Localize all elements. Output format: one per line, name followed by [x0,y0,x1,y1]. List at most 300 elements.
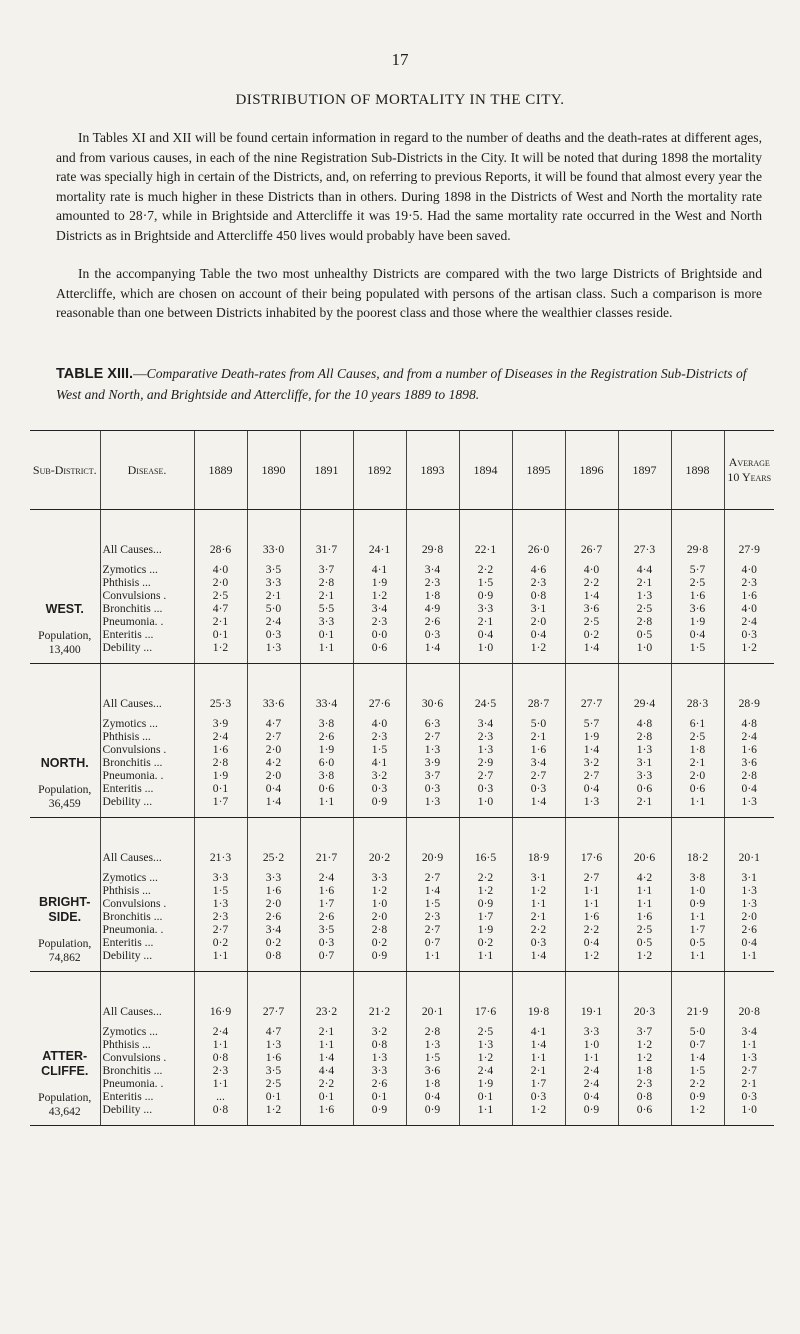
table-row [30,1038,774,1051]
disease-label: Debility ... [100,1103,194,1126]
disease-label: Debility ... [100,795,194,818]
death-rate-cell: 2·6 [353,1077,406,1090]
paragraph-1: In Tables XI and XII will be found certain information in regard to the number of deaths and the death-rates at different ages, and from various causes, in each of the nine Registration Sub-Districts in the City. It will be noted that during 1898 the mortality rate was specially high in certain of the Districts, and, on referring to previous Reports, it will be found that almost every year the mortality rate is much higher in these Districts than in others. During 1898 in the Districts of West and North the mortality rate amounted to 28·7, while in Brightside and Attercliffe it was 19·5. Had the same mortality rate occurred in the West and North Districts as in Brightside and Attercliffe 450 lives would probably have been saved. [56,130,762,243]
death-rate-cell: 2·1 [247,589,300,602]
death-rate-cell: 0·0 [353,628,406,641]
death-rate-cell: 4·4 [618,563,671,576]
death-rate-cell: 0·3 [512,936,565,949]
death-rate-cell: 1·4 [406,641,459,664]
death-rate-cell: 1·9 [194,769,247,782]
disease-label: All Causes... [100,664,194,718]
death-rate-cell: 28·6 [194,510,247,564]
death-rate-cell: 1·1 [512,897,565,910]
death-rate-cell: 5·0 [671,1025,724,1038]
death-rate-cell: 0·3 [406,782,459,795]
death-rate-cell: 2·3 [353,730,406,743]
death-rate-cell: 1·3 [353,1051,406,1064]
disease-label: Pneumonia. . [100,1077,194,1090]
death-rate-cell: 0·1 [353,1090,406,1103]
average-rate-cell: 2·1 [724,1077,774,1090]
death-rate-cell: 2·2 [512,923,565,936]
table-caption [56,364,762,404]
average-rate-cell: 1·1 [724,1038,774,1051]
death-rate-cell: 0·3 [406,628,459,641]
death-rate-cell: 3·9 [194,717,247,730]
district-population: 36,459 [48,797,81,810]
death-rate-cell: 2·3 [194,910,247,923]
death-rate-cell: 3·3 [247,871,300,884]
death-rate-cell: 3·4 [247,923,300,936]
death-rate-cell: 20·9 [406,818,459,872]
paragraph-2: In the accompanying Table the two most unhealthy Districts are compared with the two large Districts of Brightside and Attercliffe, which are chosen on account of their being populated with persons of the artisan class. Such a comparison is more reasonable than one between Districts inhabited by the poorest class and those where the wealthier classes reside. [56,266,762,321]
death-rate-cell: 2·3 [459,730,512,743]
death-rate-cell: 2·0 [353,910,406,923]
death-rate-cell: 19·8 [512,972,565,1026]
death-rate-cell: 1·4 [300,1051,353,1064]
death-rate-cell: 5·7 [565,717,618,730]
table-row [30,664,774,718]
death-rate-cell: 26·7 [565,510,618,564]
death-rate-cell: 26·0 [512,510,565,564]
death-rate-cell: 3·3 [618,769,671,782]
average-rate-cell: 28·9 [724,664,774,718]
header-year: 1889 [194,431,247,510]
death-rate-cell: 18·9 [512,818,565,872]
death-rate-cell: 0·7 [300,949,353,972]
death-rate-cell: 21·7 [300,818,353,872]
death-rate-cell: 1·2 [565,949,618,972]
district-population-label: Population, [38,937,92,950]
death-rate-cell: 1·3 [247,1038,300,1051]
disease-label: Convulsions . [100,743,194,756]
death-rate-cell: 1·8 [671,743,724,756]
death-rate-cell: 3·3 [565,1025,618,1038]
death-rate-cell: 0·2 [565,628,618,641]
disease-label: Convulsions . [100,589,194,602]
death-rate-cell: 2·5 [618,923,671,936]
death-rate-cell: 31·7 [300,510,353,564]
death-rate-cell: 3·6 [565,602,618,615]
disease-label: Enteritis ... [100,628,194,641]
death-rate-cell: 20·3 [618,972,671,1026]
death-rate-cell: 4·0 [565,563,618,576]
death-rate-cell: 0·1 [194,628,247,641]
table-row [30,795,774,818]
death-rate-cell: 2·2 [565,923,618,936]
death-rate-cell: 1·5 [459,576,512,589]
average-rate-cell: 2·0 [724,910,774,923]
death-rate-cell: 0·5 [618,936,671,949]
death-rate-cell: 1·4 [671,1051,724,1064]
district-name: ATTER-CLIFFE. [41,1049,89,1078]
death-rate-cell: 4·2 [618,871,671,884]
death-rate-cell: 3·4 [512,756,565,769]
death-rate-cell: 1·6 [300,884,353,897]
death-rate-cell: 2·3 [618,1077,671,1090]
death-rate-cell: 0·7 [406,936,459,949]
death-rate-cell: 6·3 [406,717,459,730]
death-rate-cell: 1·5 [671,1064,724,1077]
death-rate-cell: 3·1 [512,871,565,884]
death-rate-cell: 21·3 [194,818,247,872]
death-rate-cell: 1·4 [247,795,300,818]
disease-label: Convulsions . [100,897,194,910]
disease-label: Pneumonia. . [100,923,194,936]
death-rate-cell: 3·5 [300,923,353,936]
death-rate-cell: 0·9 [353,795,406,818]
death-rate-cell: 2·2 [459,871,512,884]
death-rate-cell: 3·3 [459,602,512,615]
header-year: 1895 [512,431,565,510]
table-row [30,782,774,795]
average-rate-cell: 1·1 [724,949,774,972]
district-population-label: Population, [38,783,92,796]
death-rate-cell: 1·6 [247,884,300,897]
average-rate-cell: 0·3 [724,1090,774,1103]
death-rate-cell: 0·1 [459,1090,512,1103]
death-rate-cell: 0·9 [353,1103,406,1126]
death-rate-cell: 2·4 [247,615,300,628]
average-rate-cell: 1·0 [724,1103,774,1126]
death-rate-cell: 1·2 [353,589,406,602]
death-rate-cell: 2·2 [300,1077,353,1090]
average-rate-cell: 1·3 [724,884,774,897]
disease-label: Debility ... [100,949,194,972]
death-rate-cell: 5·7 [671,563,724,576]
death-rate-cell: 2·4 [459,1064,512,1077]
district-cell-bright-side [30,818,100,972]
death-rate-cell: 4·1 [353,756,406,769]
disease-label: Zymotics ... [100,717,194,730]
death-rate-cell: 1·0 [459,795,512,818]
death-rate-cell: 17·6 [459,972,512,1026]
table-row [30,972,774,1026]
death-rate-cell: 18·2 [671,818,724,872]
header-year: 1890 [247,431,300,510]
table-row [30,576,774,589]
table-row [30,1051,774,1064]
table-row [30,1090,774,1103]
death-rate-cell: 1·1 [671,795,724,818]
death-rate-cell: 1·9 [459,923,512,936]
death-rate-cell: 5·0 [247,602,300,615]
death-rate-cell: 1·3 [406,795,459,818]
average-rate-cell: 2·4 [724,615,774,628]
average-rate-cell: 1·3 [724,795,774,818]
death-rate-cell: 2·4 [194,730,247,743]
death-rate-cell: 3·2 [353,1025,406,1038]
death-rate-cell: 2·5 [671,730,724,743]
death-rate-cell: 1·1 [618,897,671,910]
death-rate-cell: 27·7 [247,972,300,1026]
death-rate-cell: 0·9 [671,897,724,910]
death-rate-cell: 3·3 [353,871,406,884]
death-rate-cell: 2·0 [247,743,300,756]
district-cell-north [30,664,100,818]
death-rate-cell: 3·8 [671,871,724,884]
death-rate-cell: 1·6 [565,910,618,923]
death-rate-cell: 4·0 [194,563,247,576]
header-year: 1897 [618,431,671,510]
death-rate-cell: 2·5 [671,576,724,589]
death-rate-cell: 0·8 [512,589,565,602]
death-rate-cell: 2·7 [247,730,300,743]
death-rate-cell: 2·3 [406,910,459,923]
average-rate-cell: 20·8 [724,972,774,1026]
table-header-row [30,431,774,510]
death-rate-cell: 2·1 [300,589,353,602]
death-rate-cell: 1·1 [565,884,618,897]
death-rate-cell: 3·7 [406,769,459,782]
death-rate-cell: 2·6 [406,615,459,628]
death-rate-cell: 2·8 [194,756,247,769]
death-rate-cell: 17·6 [565,818,618,872]
death-rate-cell: 2·4 [565,1077,618,1090]
death-rate-cell: 1·1 [194,1077,247,1090]
table-row [30,818,774,872]
disease-label: Zymotics ... [100,563,194,576]
average-rate-cell: 4·8 [724,717,774,730]
death-rate-cell: 0·2 [194,936,247,949]
death-rate-cell: 1·4 [565,743,618,756]
death-rate-cell: 1·5 [406,1051,459,1064]
death-rate-cell: 2·7 [406,871,459,884]
death-rate-cell: 4·6 [512,563,565,576]
death-rate-cell: 1·3 [406,743,459,756]
disease-label: Zymotics ... [100,1025,194,1038]
death-rate-cell: 1·2 [512,1103,565,1126]
death-rate-cell: 0·8 [353,1038,406,1051]
average-rate-cell: 1·2 [724,641,774,664]
death-rate-cell: 33·6 [247,664,300,718]
table-row [30,884,774,897]
table-row [30,589,774,602]
table-row [30,1077,774,1090]
death-rate-cell: 2·0 [512,615,565,628]
death-rate-cell: 3·1 [512,602,565,615]
death-rate-cell: 0·8 [247,949,300,972]
death-rate-cell: 3·2 [353,769,406,782]
death-rate-cell: 1·2 [618,949,671,972]
death-rate-cell: 0·3 [300,936,353,949]
disease-label: All Causes... [100,818,194,872]
death-rate-cell: 3·8 [300,717,353,730]
disease-label: Bronchitis ... [100,910,194,923]
death-rate-cell: 2·2 [671,1077,724,1090]
death-rate-cell: 1·1 [194,1038,247,1051]
death-rate-cell: 1·5 [194,884,247,897]
death-rate-cell: 3·4 [353,602,406,615]
table-row [30,717,774,730]
death-rate-cell: 2·3 [406,576,459,589]
death-rate-cell: 3·7 [300,563,353,576]
district-name: WEST. [45,602,84,616]
death-rate-cell: 0·8 [618,1090,671,1103]
death-rate-cell: 29·8 [671,510,724,564]
header-year: 1894 [459,431,512,510]
death-rate-cell: 2·3 [353,615,406,628]
death-rate-cell: 1·8 [618,1064,671,1077]
death-rate-cell: 1·3 [618,589,671,602]
death-rate-cell: 3·3 [353,1064,406,1077]
average-rate-cell: 4·0 [724,602,774,615]
district-name: NORTH. [40,756,89,770]
page-number: 17 [391,50,409,69]
death-rate-cell: 1·6 [247,1051,300,1064]
death-rate-cell: 0·6 [300,782,353,795]
death-rate-cell: 1·2 [618,1051,671,1064]
death-rate-cell: 4·8 [618,717,671,730]
death-rate-cell: 2·5 [194,589,247,602]
death-rate-cell: 1·7 [300,897,353,910]
district-population: 43,642 [48,1105,81,1118]
average-rate-cell: 0·3 [724,628,774,641]
death-rate-cell: 0·5 [671,936,724,949]
disease-label: Debility ... [100,641,194,664]
death-rate-cell: 1·0 [671,884,724,897]
death-rate-cell: 1·9 [300,743,353,756]
death-rate-cell: 2·1 [671,756,724,769]
death-rate-cell: 1·2 [512,884,565,897]
death-rate-cell: 0·2 [247,936,300,949]
average-rate-cell: 2·3 [724,576,774,589]
disease-label: Phthisis ... [100,1038,194,1051]
death-rate-cell: 3·7 [618,1025,671,1038]
death-rate-cell: 4·7 [194,602,247,615]
table-row [30,602,774,615]
header-year: 1892 [353,431,406,510]
table-row [30,949,774,972]
disease-label: All Causes... [100,972,194,1026]
death-rate-cell: 1·0 [353,897,406,910]
header-year: 1891 [300,431,353,510]
death-rate-cell: 1·6 [671,589,724,602]
death-rate-cell: 1·6 [300,1103,353,1126]
death-rate-cell: 1·9 [353,576,406,589]
death-rate-cell: 1·9 [671,615,724,628]
death-rate-cell: 1·0 [565,1038,618,1051]
mortality-table [30,430,774,1126]
death-rate-cell: 21·2 [353,972,406,1026]
district-population-label: Population, [38,629,92,642]
table-row [30,769,774,782]
table-row [30,936,774,949]
district-name: BRIGHT-SIDE. [39,895,91,924]
death-rate-cell: 27·6 [353,664,406,718]
disease-label: Phthisis ... [100,884,194,897]
death-rate-cell: 29·8 [406,510,459,564]
death-rate-cell: 4·0 [353,717,406,730]
section-heading: DISTRIBUTION OF MORTALITY IN THE CITY. [235,92,565,108]
death-rate-cell: 2·6 [300,730,353,743]
average-rate-cell: 2·8 [724,769,774,782]
death-rate-cell: 1·9 [565,730,618,743]
death-rate-cell: 2·1 [618,795,671,818]
death-rate-cell: 0·6 [618,782,671,795]
death-rate-cell: 1·2 [353,884,406,897]
death-rate-cell: 1·2 [459,884,512,897]
header-sub-district: Sub-District. [30,431,100,510]
disease-label: Phthisis ... [100,730,194,743]
death-rate-cell: 1·3 [459,1038,512,1051]
death-rate-cell: 0·4 [565,1090,618,1103]
death-rate-cell: 0·7 [671,1038,724,1051]
death-rate-cell: 2·7 [194,923,247,936]
death-rate-cell: 2·9 [459,756,512,769]
death-rate-cell: 33·0 [247,510,300,564]
death-rate-cell: 1·2 [671,1103,724,1126]
death-rate-cell: 30·6 [406,664,459,718]
disease-label: Convulsions . [100,1051,194,1064]
death-rate-cell: 0·2 [353,936,406,949]
table-row [30,871,774,884]
disease-label: Enteritis ... [100,1090,194,1103]
death-rate-cell: 28·3 [671,664,724,718]
average-rate-cell: 2·6 [724,923,774,936]
caption-separator: — [133,366,147,381]
death-rate-cell: 3·8 [300,769,353,782]
death-rate-cell: 0·9 [671,1090,724,1103]
disease-label: Zymotics ... [100,871,194,884]
death-rate-cell: 2·8 [618,730,671,743]
death-rate-cell: 1·7 [671,923,724,936]
death-rate-cell: 1·2 [247,1103,300,1126]
death-rate-cell: 0·3 [512,782,565,795]
death-rate-cell: 3·4 [406,563,459,576]
average-rate-cell: 2·4 [724,730,774,743]
death-rate-cell: 1·1 [459,1103,512,1126]
death-rate-cell: 0·5 [618,628,671,641]
average-rate-cell: 0·4 [724,782,774,795]
death-rate-cell: 0·9 [406,1103,459,1126]
death-rate-cell: 2·0 [247,897,300,910]
death-rate-cell: 2·5 [459,1025,512,1038]
death-rate-cell: 3·5 [247,563,300,576]
death-rate-cell: 1·8 [406,589,459,602]
death-rate-cell: 2·0 [194,576,247,589]
disease-label: All Causes... [100,510,194,564]
average-rate-cell: 27·9 [724,510,774,564]
death-rate-cell: 2·0 [247,769,300,782]
death-rate-cell: 1·1 [565,897,618,910]
average-rate-cell: 1·6 [724,589,774,602]
death-rate-cell: 2·7 [459,769,512,782]
death-rate-cell: 3·2 [565,756,618,769]
death-rate-cell: 0·1 [300,628,353,641]
death-rate-cell: 2·4 [565,1064,618,1077]
death-rate-cell: 1·3 [247,641,300,664]
district-population: 74,862 [48,951,81,964]
death-rate-cell: 2·4 [194,1025,247,1038]
death-rate-cell: 1·7 [512,1077,565,1090]
death-rate-cell: 0·4 [459,628,512,641]
death-rate-cell: 2·3 [194,1064,247,1077]
death-rate-cell: 1·5 [671,641,724,664]
death-rate-cell: 0·3 [512,1090,565,1103]
death-rate-cell: 0·8 [194,1103,247,1126]
death-rate-cell: 2·7 [406,730,459,743]
death-rate-cell: 2·1 [300,1025,353,1038]
death-rate-cell: 1·5 [406,897,459,910]
death-rate-cell: 2·7 [565,769,618,782]
death-rate-cell: 2·5 [247,1077,300,1090]
death-rate-cell: 0·6 [353,641,406,664]
death-rate-cell: 24·5 [459,664,512,718]
header-year: 1896 [565,431,618,510]
death-rate-cell: 3·3 [300,615,353,628]
death-rate-cell: 2·3 [512,576,565,589]
death-rate-cell: 2·5 [565,615,618,628]
